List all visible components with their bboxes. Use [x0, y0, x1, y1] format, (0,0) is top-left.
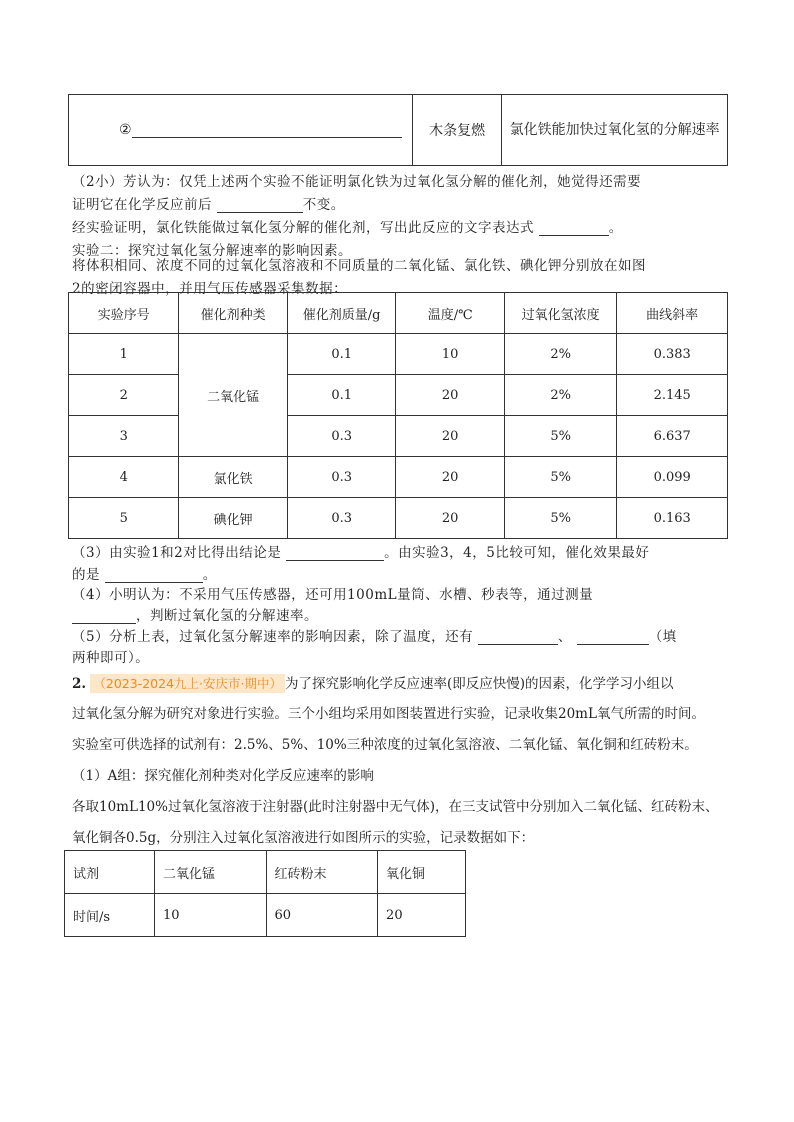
table-row [69, 95, 728, 166]
table-cell: 20 [396, 457, 504, 498]
catalyst-group-cell: 二氧化锰 [179, 334, 287, 457]
table-cell: 0.1 [287, 375, 396, 416]
q1-2-line2: 证明它在化学反应前后 不变。 [72, 197, 345, 213]
answer-blank[interactable] [105, 568, 203, 583]
header-cell: 过氧化氢浓度 [504, 293, 616, 334]
table-cell: 10 [155, 894, 267, 937]
experiment1-table [68, 94, 728, 166]
table-row [65, 894, 466, 937]
answer-blank[interactable] [132, 123, 402, 138]
table-cell: 4 [69, 457, 179, 498]
exp2-title: 实验二：探究过氧化氢分解速率的影响因素。 [72, 243, 352, 259]
table-cell: 0.099 [617, 457, 728, 498]
table-cell: 氧化铜 [378, 851, 466, 894]
q2-line6: 氧化铜各0.5g，分别注入过氧化氢溶液进行如图所示的实验，记录数据如下： [72, 830, 535, 846]
table-cell: 5 [69, 498, 179, 539]
table-cell: 0.1 [287, 334, 396, 375]
table-cell: 试剂 [65, 851, 155, 894]
table-row [65, 851, 466, 894]
phenomenon-cell: 木条复燃 [413, 95, 502, 166]
q2-line2: 过氧化氢分解为研究对象进行实验。三个小组均采用如图装置进行实验，记录收集20mL氧气所需的时间。 [72, 706, 705, 722]
table-row [69, 334, 728, 375]
answer-blank[interactable] [539, 221, 609, 236]
header-cell: 温度/℃ [396, 293, 504, 334]
exp2-desc2: 2的密闭容器中，并用气压传感器采集数据： [72, 281, 348, 297]
table-cell: 20 [378, 894, 466, 937]
table-cell: 5% [504, 416, 616, 457]
source-tag: （2023-2024九上·安庆市·期中） [90, 674, 285, 693]
table-cell: 6.637 [617, 416, 728, 457]
table-cell: 0.163 [617, 498, 728, 539]
table-cell: 5% [504, 498, 616, 539]
group-a-results-table [64, 850, 466, 937]
answer-blank[interactable] [577, 630, 649, 645]
table-cell: 5% [504, 457, 616, 498]
answer-blank[interactable] [478, 630, 558, 645]
header-cell: 实验序号 [69, 293, 179, 334]
q2-line1: 2. （2023-2024九上·安庆市·期中） 为了探究影响化学反应速率(即反应快慢)的因素，化学学习小组以 [72, 676, 674, 692]
table-cell: 0.3 [287, 416, 396, 457]
q1-2-line1: （2小）芳认为：仅凭上述两个实验不能证明氯化铁为过氧化氢分解的催化剂，她觉得还需要 [72, 174, 642, 190]
q1-2-line3: 经实验证明，氯化铁能做过氧化氢分解的催化剂，写出此反应的文字表达式 。 [72, 220, 623, 236]
answer-blank[interactable] [72, 609, 136, 624]
table-cell: 0.3 [287, 498, 396, 539]
table-row [69, 375, 728, 416]
q1-4-line1: （4）小明认为：不采用气压传感器，还可用100mL量筒、水槽、秒表等，通过测量 [72, 587, 594, 603]
table-cell: 2 [69, 375, 179, 416]
question-number: 2. [72, 676, 87, 692]
table-cell: 2% [504, 334, 616, 375]
q2-line3: 实验室可供选择的试剂有：2.5%、5%、10%三种浓度的过氧化氢溶液、二氧化锰、氧化铜和红砖粉末。 [72, 737, 698, 753]
q1-3-line2: 的是 。 [72, 567, 217, 583]
q1-5-line2: 两种即可）。 [72, 650, 150, 666]
table-cell: 20 [396, 416, 504, 457]
q2-line5: 各取10mL10%过氧化氢溶液于注射器(此时注射器中无气体)，在三支试管中分别加入二氧化锰、红砖粉末、 [72, 799, 719, 815]
table-row [69, 498, 728, 539]
header-cell: 催化剂种类 [179, 293, 287, 334]
table-row [69, 416, 728, 457]
table-cell: 二氧化锰 [155, 851, 267, 894]
table-cell: 碘化钾 [179, 498, 287, 539]
table-cell: 时间/s [65, 894, 155, 937]
table-cell: 1 [69, 334, 179, 375]
table-cell: 60 [266, 894, 378, 937]
table-cell: 氯化铁 [179, 457, 287, 498]
table-cell: 10 [396, 334, 504, 375]
header-cell: 曲线斜率 [617, 293, 728, 334]
table-cell: 20 [396, 375, 504, 416]
exp2-desc1: 将体积相同、浓度不同的过氧化氢溶液和不同质量的二氧化锰、氯化铁、碘化钾分别放在如图 [72, 258, 646, 274]
table-cell: 2.145 [617, 375, 728, 416]
q2-line4: （1）A组：探究催化剂种类对化学反应速率的影响 [72, 768, 374, 784]
blank-prefix: ② [119, 122, 132, 138]
answer-blank[interactable] [286, 546, 384, 561]
q1-3-line1: （3）由实验1和2对比得出结论是 。由实验3，4，5比较可知，催化效果最好 [72, 545, 650, 561]
table-cell: 红砖粉末 [266, 851, 378, 894]
table-cell: 2% [504, 375, 616, 416]
table-header-row [69, 293, 728, 334]
blank-cell [69, 95, 413, 166]
table-cell: 20 [396, 498, 504, 539]
header-cell: 催化剂质量/g [287, 293, 396, 334]
q1-4-line2: ，判断过氧化氢的分解速率。 [72, 604, 318, 624]
table-cell: 0.383 [617, 334, 728, 375]
q1-5-line1: （5）分析上表，过氧化氢分解速率的影响因素，除了温度，还有 、 （填 [72, 629, 677, 645]
answer-blank[interactable] [217, 198, 303, 213]
experiment2-table [68, 292, 728, 539]
table-cell: 0.3 [287, 457, 396, 498]
table-row [69, 457, 728, 498]
conclusion-cell: 氯化铁能加快过氧化氢的分解速率 [502, 95, 728, 166]
table-cell: 3 [69, 416, 179, 457]
